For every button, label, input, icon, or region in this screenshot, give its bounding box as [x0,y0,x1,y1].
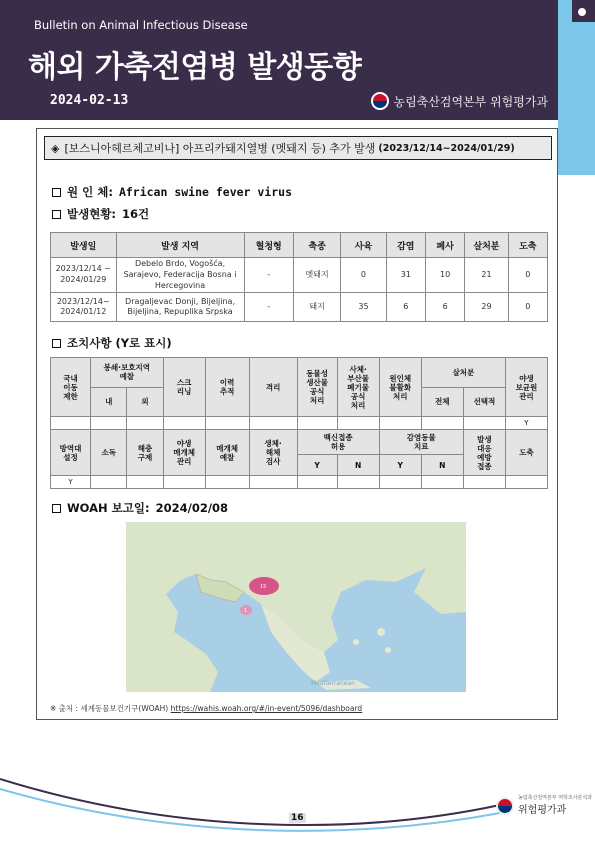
measures-line [52,335,172,351]
col-serotype: 혈청형 [244,233,293,258]
h-vaccine-y: Y [297,455,337,476]
h-pest: 해충 구제 [127,430,163,476]
source-prefix: ※ 출처 : 세계동물보건기구(WOAH) [50,704,169,713]
table-row [51,258,548,293]
table-cell: 0 [508,258,547,293]
measure-value-cell: Y [51,476,91,489]
h-zone-out: 외 [127,387,163,417]
outbreak-table-header [51,233,548,258]
h-trace: 이력 추적 [205,358,249,417]
org-label: 농림축산검역본부 위험평가과 [393,94,548,109]
woah-label: WOAH 보고일: [67,501,150,515]
page-title: 해외 가축전염병 발생동향 [28,50,362,85]
measure-value-cell [297,476,337,489]
h-animal-products: 동물성 생산물 공식 처리 [297,358,337,417]
measure-value-cell [379,417,421,430]
table-cell: 멧돼지 [293,258,340,293]
measure-value-cell [163,476,205,489]
table-cell: - [244,293,293,322]
bulletin-subtitle: Bulletin on Animal Infectious Disease [34,18,248,32]
measure-value-cell [505,476,547,489]
outbreak-map [126,522,466,692]
event-banner [44,136,552,160]
table-cell: 돼지 [293,293,340,322]
table-cell: 35 [341,293,386,322]
cluster-label-small: 1 [244,608,248,614]
col-species: 축종 [293,233,340,258]
h-vector-surv: 매개체 예찰 [205,430,249,476]
table-cell: 0 [341,258,386,293]
footer-logo-small: 농림축산검역본부 역학조사분석과 [518,795,593,801]
cause-label: 원 인 체: [67,185,113,199]
measure-value-cell [421,417,463,430]
col-region: 발생 지역 [116,233,244,258]
checkbox-icon [52,339,61,348]
col-infected: 감염 [386,233,425,258]
h-carcass: 사체· 부산물 폐기물 공식 처리 [337,358,379,417]
table-cell: Debelo Brdo, Vogošća, Sarajevo, Federacija Bosna i Hercegovina [116,258,244,293]
sea-label: Mediterranean [311,680,355,687]
source-note [50,703,362,714]
measure-value-cell [127,476,163,489]
checkbox-icon [52,504,61,513]
h-quarantine: 격리 [249,358,297,417]
measures-values-2 [51,476,548,489]
measure-value-cell [249,417,297,430]
status-line [52,206,149,222]
h-cull-all: 전체 [421,387,463,417]
col-culled: 살처분 [465,233,508,258]
h-vaccine: 백신접종 허용 [297,430,379,455]
h-disinfect: 소독 [91,430,127,476]
measures-label: 조치사항 (Y로 표시) [67,336,172,350]
page-number: 16 [291,813,304,823]
h-wild-vector: 야생 매개체 관리 [163,430,205,476]
h-vaccine-n: N [337,455,379,476]
cause-line [52,184,292,200]
header-band [0,0,558,120]
h-zone-in: 내 [91,387,127,417]
banner-text: [보스니아헤르체고비나] 아프리카돼지열병 (멧돼지 등) 추가 발생 [64,142,376,155]
government-emblem-icon [371,92,389,110]
sidebar-accent [558,0,595,175]
woah-line [52,500,228,516]
footer-logo [496,795,592,816]
table-row [51,293,548,322]
table-cell: - [244,258,293,293]
status-label: 발생현황: [67,207,117,221]
table-cell: 0 [508,293,547,322]
h-screening: 스크 리닝 [163,358,205,417]
h-cull-sel: 선택적 [463,387,505,417]
h-prevent-vax: 발생 대응 예방 접종 [463,430,505,476]
table-cell: 2023/12/14 ~ 2024/01/29 [51,258,117,293]
table-cell: 21 [465,258,508,293]
measure-value-cell [379,476,421,489]
table-cell: Dragaljevac Donji, Bijeljina, Bijeljina, Repuplika Srpska [116,293,244,322]
woah-value: 2024/02/08 [155,501,229,515]
measure-value-cell [337,417,379,430]
measure-value-cell [249,476,297,489]
h-treatment: 감염동물 치료 [379,430,463,455]
measures-values-1 [51,417,548,430]
h-treat-n: N [421,455,463,476]
h-wild: 야생 보균원 관리 [505,358,547,417]
h-treat-y: Y [379,455,421,476]
org-name [371,92,548,110]
source-link[interactable]: https://wahis.woah.org/#/in-event/5096/dashboard [170,704,363,713]
measure-value-cell [421,476,463,489]
h-zoning: 방역대 설정 [51,430,91,476]
table-cell: 10 [425,258,464,293]
measure-value-cell [297,417,337,430]
measure-value-cell [51,417,91,430]
cause-value: African swine fever virus [118,185,293,199]
footer-logo-big: 위험평가과 [518,805,567,816]
table-cell: 2023/12/14~ 2024/01/12 [51,293,117,322]
table-cell: 6 [425,293,464,322]
measure-value-cell [163,417,205,430]
measure-value-cell [91,476,127,489]
measures-table [50,357,548,489]
measure-value-cell [463,476,505,489]
h-inactivation: 원인체 불활화 처리 [379,358,421,417]
h-movement: 국내 이동 제한 [51,358,91,417]
diamond-icon: ◈ [51,141,60,155]
measure-value-cell: Y [505,417,547,430]
report-date: 2024-02-13 [50,93,129,108]
checkbox-icon [52,210,61,219]
measure-value-cell [91,417,127,430]
cluster-label-large: 15 [260,584,267,590]
measure-value-cell [205,476,249,489]
col-dead: 폐사 [425,233,464,258]
h-cull: 살처분 [421,358,505,388]
h-slaughter: 도축 [505,430,547,476]
measure-value-cell [463,417,505,430]
measure-value-cell [337,476,379,489]
measure-value-cell [205,417,249,430]
col-date: 발생일 [51,233,117,258]
table-cell: 6 [386,293,425,322]
checkbox-icon [52,188,61,197]
status-value: 16건 [122,207,150,221]
h-bio-test: 생체· 해체 검사 [249,430,297,476]
banner-range: (2023/12/14~2024/01/29) [378,142,515,154]
government-emblem-icon [496,797,514,815]
table-cell: 31 [386,258,425,293]
outbreak-table [50,232,548,322]
col-raised: 사육 [341,233,386,258]
col-slaughtered: 도축 [508,233,547,258]
measure-value-cell [127,417,163,430]
sidebar-dot-icon [578,8,586,16]
h-zone: 봉쇄·보호지역 예찰 [91,358,163,388]
table-cell: 29 [465,293,508,322]
